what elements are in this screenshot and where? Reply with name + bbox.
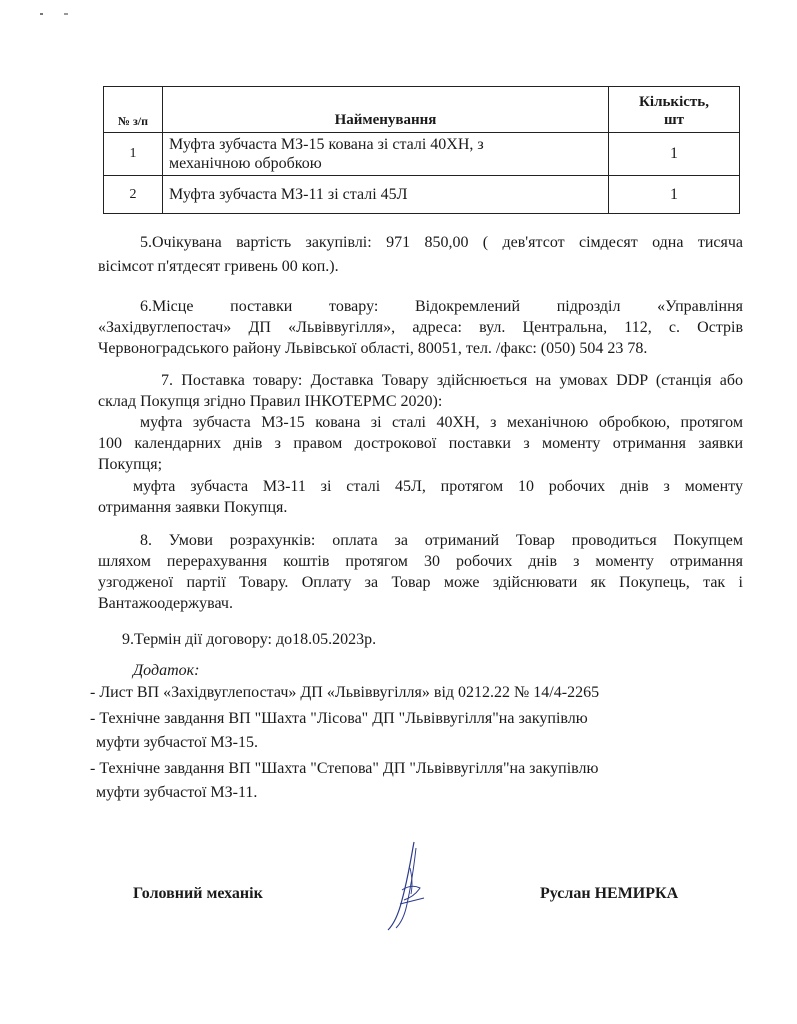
header-number: № з/п: [104, 87, 163, 133]
p6-line2: «Західвуглепостач» ДП «Львіввугілля», адреса: вул. Центральна, 112, с. Острів: [98, 319, 743, 336]
handwritten-signature: [380, 838, 440, 933]
appendix-title: Додаток:: [133, 662, 200, 679]
p5-line2: вісімсот п'ятдесят гривень 00 коп.).: [98, 258, 339, 275]
p7-line5: Покупця;: [98, 456, 163, 473]
items-table: [103, 86, 740, 214]
signatory-role: Головний механік: [133, 885, 263, 902]
p7-line7: отримання заявки Покупця.: [98, 499, 288, 516]
p5-line1: 5.Очікувана вартість закупівлі: 971 850,00 ( дев'ятсот сімдесят одна тисяча: [140, 234, 743, 251]
table-row: [104, 176, 740, 214]
p6-line3: Червоноградського району Львівської області, 80051, тел. /факс: (050) 504 23 78.: [98, 340, 648, 357]
p8-line3: узгодженої партії Товару. Оплату за Товар може здійснювати як Покупець, так і: [98, 574, 743, 591]
appendix-item-2-line1: - Технічне завдання ВП "Шахта "Лісова" ДП "Львіввугілля"на закупівлю: [90, 710, 588, 727]
row-name: [163, 133, 609, 176]
row-name-line1: Муфта зубчаста МЗ-15 кована зі сталі 40ХН, з: [169, 136, 484, 153]
p7-line6: муфта зубчаста МЗ-11 зі сталі 45Л, протягом 10 робочих днів з моменту: [133, 478, 743, 495]
header-quantity: [609, 87, 740, 133]
p7-line2: склад Покупця згідно Правил ІНКОТЕРМС 2020):: [98, 393, 443, 410]
scan-speck: [40, 12, 80, 16]
row-number: 2: [104, 176, 163, 214]
row-number: 1: [104, 133, 163, 176]
appendix-item-2-line2: муфти зубчастої МЗ-15.: [96, 734, 258, 751]
p8-line2: шляхом перерахування коштів протягом 30 робочих днів з моменту отримання: [98, 553, 743, 570]
appendix-item-3-line2: муфти зубчастої МЗ-11.: [96, 784, 258, 801]
p8-line4: Вантажоодержувач.: [98, 595, 233, 612]
p7-line3: муфта зубчаста МЗ-15 кована зі сталі 40ХН, з механічною обробкою, протягом: [140, 414, 743, 431]
row-quantity: 1: [609, 176, 740, 214]
row-name-line2: механічною обробкою: [169, 155, 322, 172]
p9-line1: 9.Термін дії договору: до18.05.2023р.: [122, 631, 377, 648]
p7-line1: 7. Поставка товару: Доставка Товару здійснюється на умовах DDP (станція або: [161, 372, 743, 389]
row-name: Муфта зубчаста МЗ-11 зі сталі 45Л: [163, 176, 609, 214]
p7-line4: 100 календарних днів з правом дострокової поставки з моменту отримання заявки: [98, 435, 743, 452]
p6-line1: 6.Місце поставки товару: Відокремлений підрозділ «Управління: [140, 298, 743, 315]
header-quantity-line1: Кількість,: [639, 94, 709, 110]
row-quantity: 1: [609, 133, 740, 176]
table-header-row: [104, 87, 740, 133]
table-row: [104, 133, 740, 176]
header-quantity-line2: шт: [663, 112, 685, 128]
appendix-item-1: - Лист ВП «Західвуглепостач» ДП «Львіввугілля» від 0212.22 № 14/4-2265: [90, 684, 600, 701]
p8-line1: 8. Умови розрахунків: оплата за отриманий Товар проводиться Покупцем: [140, 532, 743, 549]
appendix-item-3-line1: - Технічне завдання ВП "Шахта "Степова" ДП "Львіввугілля"на закупівлю: [90, 760, 599, 777]
header-name: Найменування: [163, 87, 609, 133]
signatory-name: Руслан НЕМИРКА: [540, 885, 679, 902]
